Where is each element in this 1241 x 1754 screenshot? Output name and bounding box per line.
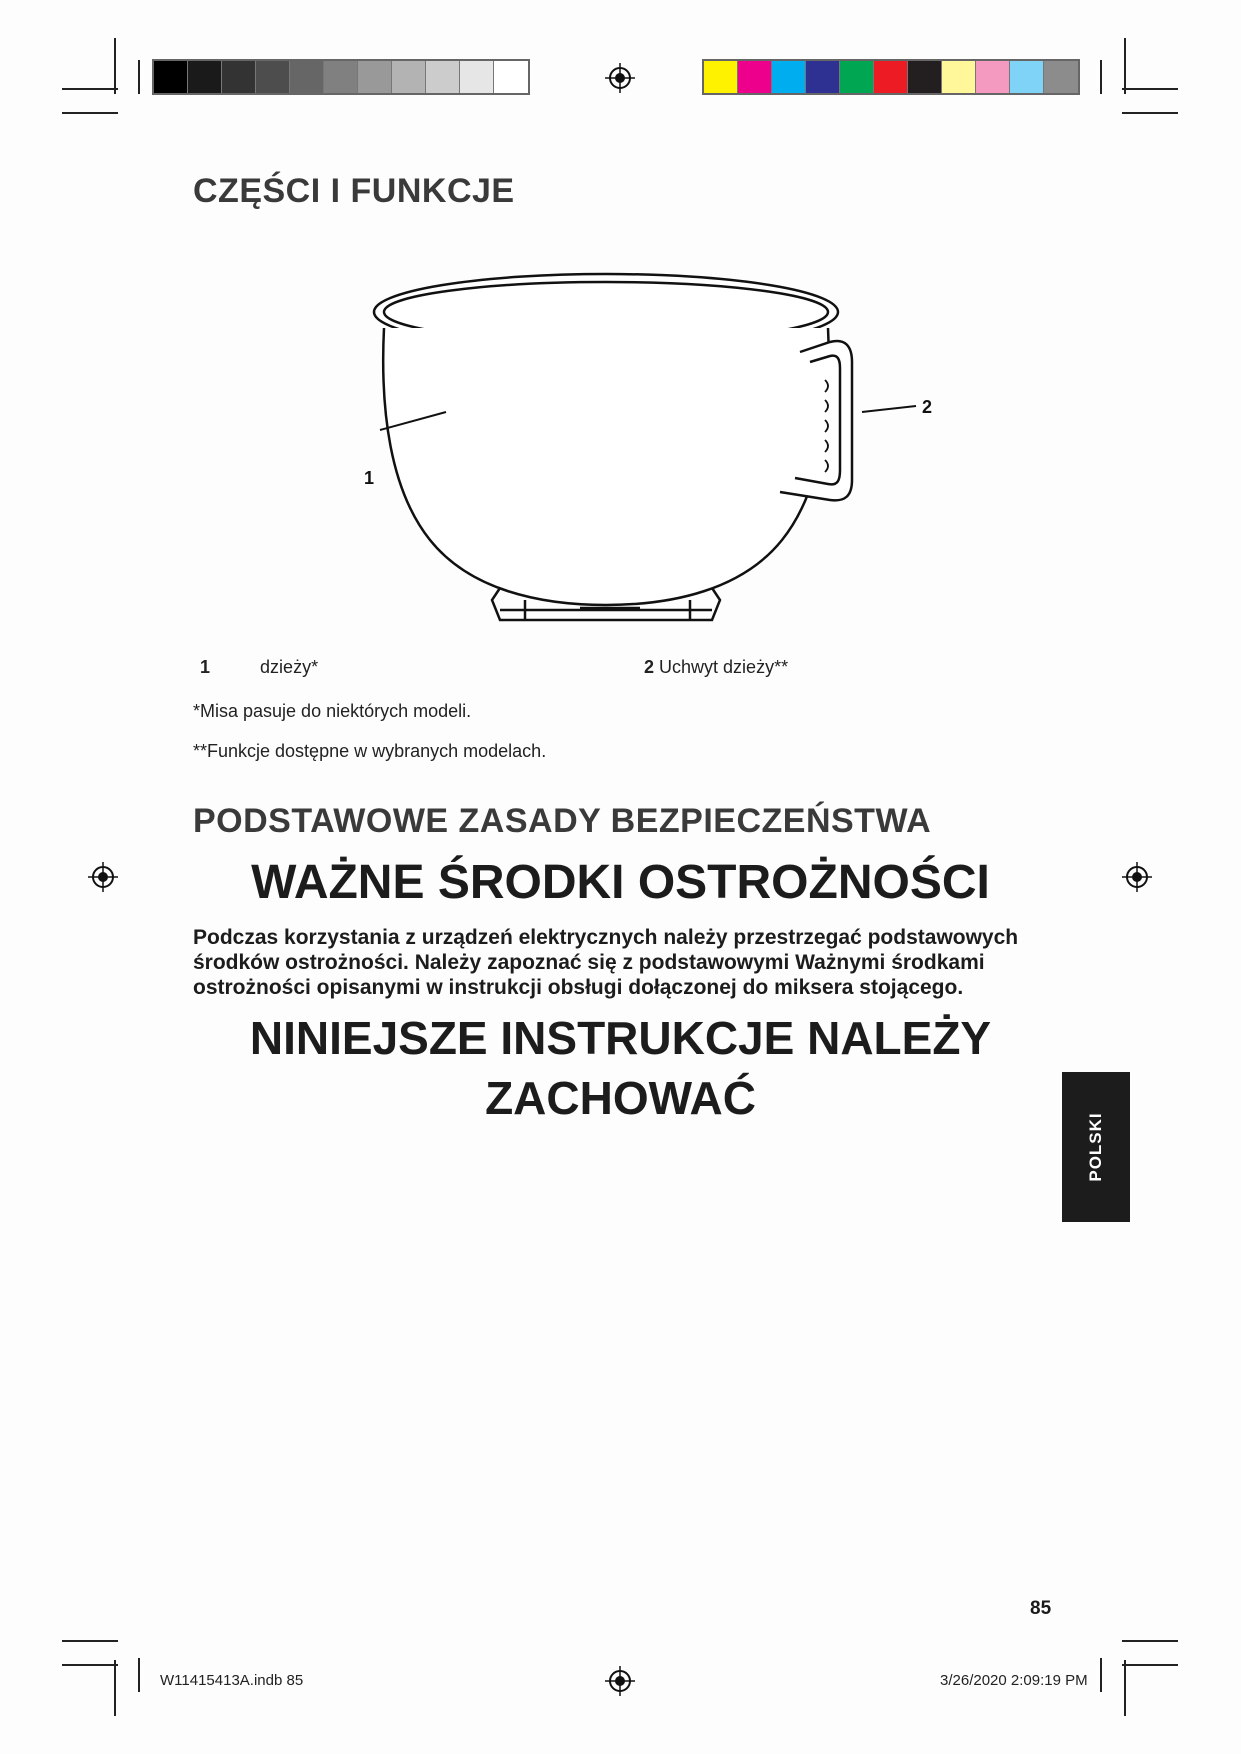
color-swatch <box>1010 61 1044 93</box>
safety-paragraph <box>193 925 1033 1000</box>
color-swatch <box>772 61 806 93</box>
color-swatch <box>154 61 188 93</box>
section-title-safety: PODSTAWOWE ZASADY BEZPIECZEŃSTWA <box>193 802 932 840</box>
color-swatch <box>738 61 772 93</box>
color-swatch <box>806 61 840 93</box>
language-tab <box>1062 1072 1130 1222</box>
callout-number-1: 1 <box>364 468 375 488</box>
color-swatch <box>256 61 290 93</box>
color-swatch <box>908 61 942 93</box>
bowl-diagram <box>340 270 940 630</box>
legend-label: Uchwyt dzieży** <box>659 657 789 677</box>
color-swatch <box>426 61 460 93</box>
callout-leader-2 <box>862 406 916 412</box>
legend-label: dzieży* <box>260 657 319 677</box>
footer-file-name: W11415413A.indb 85 <box>160 1672 304 1689</box>
color-swatch <box>1044 61 1078 93</box>
section-title-parts: CZĘŚCI I FUNKCJE <box>193 172 515 210</box>
color-swatch <box>704 61 738 93</box>
color-swatch <box>460 61 494 93</box>
color-swatch <box>222 61 256 93</box>
registration-mark-icon <box>605 63 635 93</box>
color-swatch <box>942 61 976 93</box>
color-swatch <box>358 61 392 93</box>
legend-number: 2 <box>644 657 655 677</box>
callout-number-2: 2 <box>922 397 933 417</box>
color-swatch <box>188 61 222 93</box>
paragraph-line: Podczas korzystania z urządzeń elektrycznych należy przestrzegać podstawowych <box>193 926 1019 949</box>
legend-item-2 <box>644 657 788 678</box>
language-tab-label: POLSKI <box>1086 1112 1105 1182</box>
color-swatch <box>392 61 426 93</box>
color-swatch <box>976 61 1010 93</box>
legend-number: 1 <box>200 657 211 677</box>
paragraph-line: środków ostrożności. Należy zapoznać się z podstawowymi Ważnymi środkami <box>193 951 985 974</box>
page-number: 85 <box>1030 1598 1052 1619</box>
registration-mark-icon <box>605 1666 635 1696</box>
save-line-1: NINIEJSZE INSTRUKCJE NALEŻY <box>249 1012 992 1064</box>
headline-important-safeguards: WAŻNE ŚRODKI OSTROŻNOŚCI <box>251 856 990 909</box>
save-line-2: ZACHOWAĆ <box>485 1072 756 1124</box>
footnote-2: **Funkcje dostępne w wybranych modelach. <box>193 741 547 761</box>
color-swatch <box>840 61 874 93</box>
footnote-1: *Misa pasuje do niektórych modeli. <box>193 701 472 721</box>
paragraph-line: ostrożności opisanymi w instrukcji obsługi dołączonej do miksera stojącego. <box>193 976 964 999</box>
legend-item-1 <box>200 657 318 678</box>
color-swatch <box>494 61 528 93</box>
grayscale-swatch-bar <box>152 59 530 95</box>
footer-datetime: 3/26/2020 2:09:19 PM <box>940 1672 1088 1689</box>
bowl-illustration <box>374 274 852 620</box>
color-swatch-bar <box>702 59 1080 95</box>
color-swatch <box>290 61 324 93</box>
color-swatch <box>874 61 908 93</box>
save-instructions-heading <box>0 1008 1241 1128</box>
color-swatch <box>324 61 358 93</box>
